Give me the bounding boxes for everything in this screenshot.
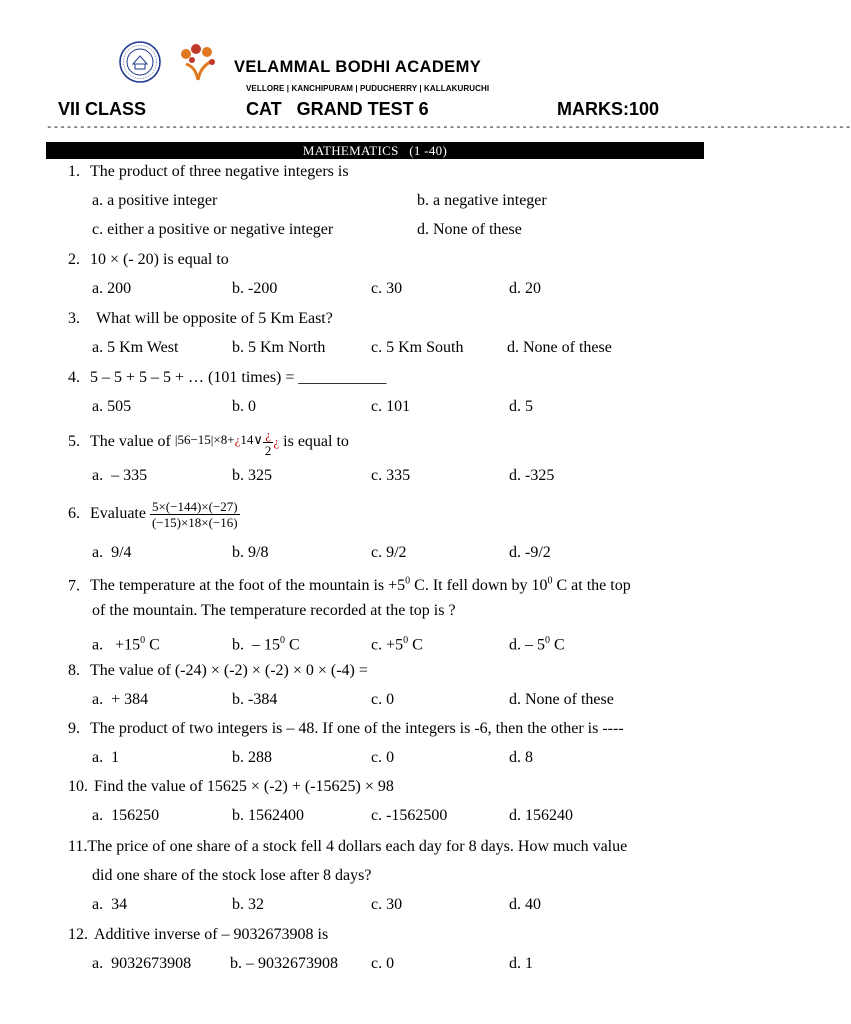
option: d. – $5^0$ C (509, 635, 565, 654)
question-text: Find the value of 15625 × (-2) + (-15625) × 98 (94, 778, 394, 795)
question-number: 4. (68, 369, 80, 386)
question-text: The value of (-24) × (-2) × (-2) × 0 × (-4) = (90, 662, 368, 679)
option: c. -1562500 (371, 807, 448, 824)
question-11 (68, 837, 627, 857)
question-number: 2. (68, 251, 80, 268)
math-expression: |56−15|×8+¿14∨ (174, 432, 263, 447)
question-number: 12. (68, 926, 88, 943)
question-number: 7. (68, 577, 80, 595)
option: d. None of these (509, 691, 614, 708)
question-9 (68, 719, 624, 739)
option: a. 1 (92, 749, 120, 766)
option: d. -325 (509, 467, 555, 484)
flower-logo (176, 40, 220, 84)
question-6 (68, 494, 240, 534)
option: c. 30 (371, 896, 403, 913)
option: b. 325 (232, 467, 272, 484)
question-number: 10. (68, 778, 88, 795)
marks-label: MARKS:100 (557, 99, 660, 119)
option: c. 30 (371, 280, 403, 297)
option: d. 156240 (509, 807, 573, 824)
question-text: Evaluate (90, 505, 146, 522)
fraction: $\frac{¿}{2}$ (264, 426, 272, 458)
option: d. -9/2 (509, 544, 551, 561)
option: b. 5 Km North (232, 339, 326, 356)
option: b. – $15^0$ C (232, 635, 300, 654)
option: a. 200 (92, 280, 132, 297)
question-5: 5. The value of |56−15|×8+¿14∨ $\frac{¿}{2}$ ¿ is equal to (68, 426, 349, 458)
option: d. 5 (509, 398, 533, 415)
option: c. 101 (371, 398, 411, 415)
option: a. 505 (92, 398, 132, 415)
school-name: VELAMMAL BODHI ACADEMY (234, 58, 482, 76)
option: d. 8 (509, 749, 533, 766)
school-branches: VELLORE | KANCHIPURAM | PUDUCHERRY | KALLAKURUCHI (246, 84, 490, 93)
question-text-line-2: did one share of the stock lose after 8 days? (92, 867, 372, 884)
option: c. 335 (371, 467, 411, 484)
option: a. a positive integer (92, 192, 218, 209)
question-text-end: is equal to (283, 433, 349, 450)
option: b. a negative integer (417, 192, 547, 209)
option: c. 0 (371, 749, 395, 766)
option: b. 9/8 (232, 544, 269, 561)
question-number: 11. (68, 838, 88, 855)
question-text: The temperature at the foot of the mountain is $+5^0$ C. It fell down by $10^0$ C at the top (90, 576, 631, 595)
option: d. 20 (509, 280, 541, 297)
question-text: The price of one share of a stock fell 4 dollars each day for 8 days. How much value (87, 838, 628, 855)
option: d. None of these (507, 339, 612, 356)
question-text: 5 – 5 + 5 – 5 + … (101 times) = ___________ (90, 369, 387, 386)
question-text: The product of two integers is – 48. If one of the integers is -6, then the other is ---- (90, 720, 624, 737)
option: b. 32 (232, 896, 264, 913)
question-number: 3. (68, 310, 80, 327)
option: b. -200 (232, 280, 278, 297)
question-8 (68, 661, 368, 681)
question-1 (68, 162, 349, 182)
question-4 (68, 368, 386, 388)
option: b. 1562400 (232, 807, 304, 824)
question-text: Additive inverse of – 9032673908 is (94, 926, 329, 943)
option: a. $+15^0$ C (92, 635, 160, 654)
question-number: 8. (68, 662, 80, 679)
option: b. 0 (232, 398, 256, 415)
question-10 (68, 777, 394, 797)
option: c. 0 (371, 691, 395, 708)
class-label: VII CLASS (58, 99, 147, 119)
option: b. -384 (232, 691, 278, 708)
option: c. 9/2 (371, 544, 407, 561)
question-7 (68, 572, 631, 596)
question-number: 1. (68, 163, 80, 180)
option: c. 5 Km South (371, 339, 464, 356)
option: d. None of these (417, 221, 522, 238)
option: c. either a positive or negative integer (92, 221, 334, 238)
question-text: 10 × (- 20) is equal to (90, 251, 229, 268)
question-text: The product of three negative integers is (90, 163, 349, 180)
question-number: 9. (68, 720, 80, 737)
question-text: The value of (90, 433, 171, 450)
question-number: 5. (68, 433, 80, 450)
question-text-line-2: of the mountain. The temperature recorded at the top is ? (92, 602, 456, 619)
option: a. 9032673908 (92, 955, 192, 972)
option: d. 40 (509, 896, 541, 913)
dashed-separator: -------------------------------------------------------------------------------------------------------------------------- (46, 122, 851, 134)
option: b. 288 (232, 749, 272, 766)
section-title-bar (46, 142, 704, 159)
question-12 (68, 925, 328, 945)
school-seal-logo (118, 40, 162, 84)
option: b. – 9032673908 (230, 955, 338, 972)
option: a. 156250 (92, 807, 160, 824)
option: a. – 335 (92, 467, 148, 484)
section-title: MATHEMATICS (1 -40) (302, 143, 448, 158)
option: a. + 384 (92, 691, 149, 708)
option: a. 5 Km West (92, 339, 179, 356)
question-number: 6. (68, 505, 80, 522)
option: a. 9/4 (92, 544, 132, 561)
test-label: CAT GRAND TEST 6 (246, 99, 429, 119)
option: c. 0 (371, 955, 395, 972)
option: d. 1 (509, 955, 533, 972)
option: c. $+5^0$ C (371, 635, 423, 654)
fraction: $\frac{5\times(-144)\times(-27)}{(-15)\times 18\times(-16)}$ (151, 498, 238, 530)
question-3 (68, 309, 333, 329)
question-text: What will be opposite of 5 Km East? (96, 310, 333, 327)
option: a. 34 (92, 896, 128, 913)
question-2 (68, 250, 229, 270)
